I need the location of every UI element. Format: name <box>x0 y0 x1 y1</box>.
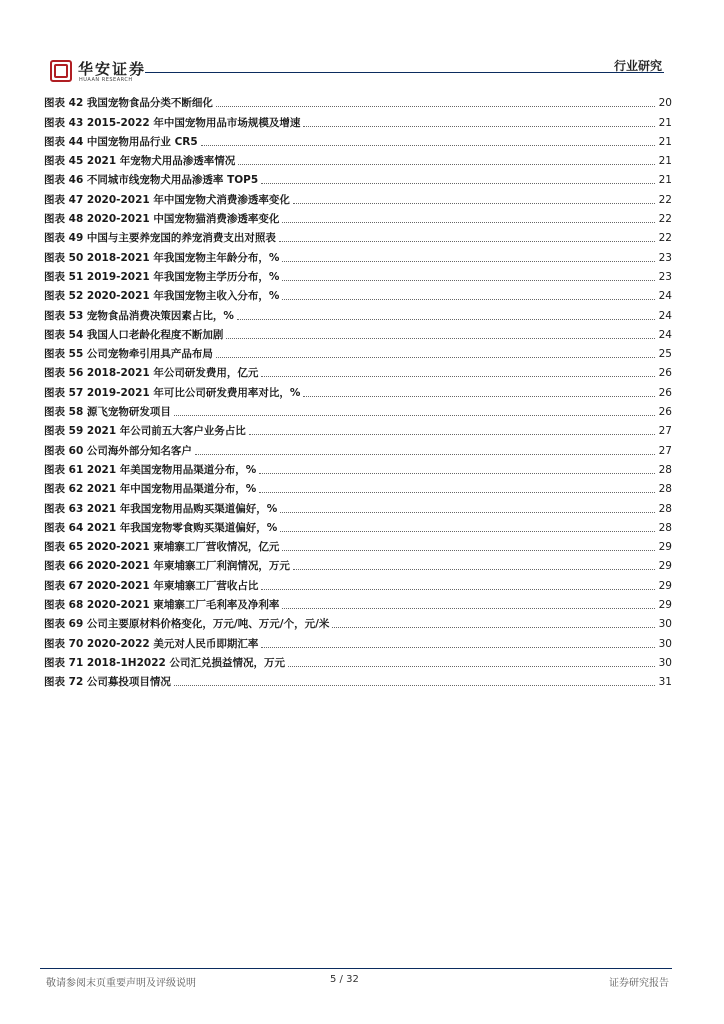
toc-entry-label: 图表 59 2021 年公司前五大客户业务占比 <box>44 425 246 438</box>
toc-entry-page: 23 <box>658 270 672 283</box>
toc-entry-page: 24 <box>658 290 672 303</box>
toc-entry-page: 21 <box>658 135 672 148</box>
toc-dot-leader <box>282 608 655 609</box>
toc-entry-label: 图表 63 2021 年我国宠物用品购买渠道偏好，% <box>44 502 278 515</box>
toc-dot-leader <box>279 241 655 242</box>
toc-entry-page: 29 <box>658 560 672 573</box>
toc-entry-label: 图表 67 2020-2021 年柬埔寨工厂营收占比 <box>44 579 259 592</box>
toc-dot-leader <box>195 454 655 455</box>
toc-entry-label: 图表 50 2018-2021 年我国宠物主年龄分布，% <box>44 251 280 264</box>
toc-entry-label: 图表 66 2020-2021 年柬埔寨工厂利润情况，万元 <box>44 560 290 573</box>
toc-entry-page: 27 <box>658 425 672 438</box>
toc-entry-label: 图表 71 2018-1H2022 公司汇兑损益情况，万元 <box>44 656 285 669</box>
toc-entry[interactable] <box>44 148 672 167</box>
toc-dot-leader <box>259 492 655 493</box>
toc-dot-leader <box>282 299 655 300</box>
toc-entry[interactable] <box>44 90 672 109</box>
toc-entry[interactable] <box>44 399 672 418</box>
toc-entry-page: 20 <box>658 97 672 110</box>
toc-entry-page: 30 <box>658 637 672 650</box>
toc-entry-page: 28 <box>658 483 672 496</box>
page-header <box>0 0 724 90</box>
toc-entry-page: 28 <box>658 463 672 476</box>
toc-dot-leader <box>174 415 655 416</box>
toc-entry-label: 图表 42 我国宠物食品分类不断细化 <box>44 97 213 110</box>
report-type: 证券研究报告 <box>609 978 669 989</box>
toc-entry-label: 图表 55 公司宠物牵引用具产品布局 <box>44 348 213 361</box>
toc-entry[interactable] <box>44 109 672 128</box>
page-number: 5 / 32 <box>330 974 359 985</box>
toc-entry[interactable] <box>44 669 672 688</box>
toc-entry[interactable] <box>44 534 672 553</box>
toc-dot-leader <box>238 164 655 165</box>
toc-entry-page: 26 <box>658 406 672 419</box>
toc-entry-label: 图表 60 公司海外部分知名客户 <box>44 444 192 457</box>
toc-entry-label: 图表 45 2021 年宠物犬用品渗透率情况 <box>44 155 236 168</box>
header-divider <box>145 72 664 73</box>
toc-entry-label: 图表 72 公司募投项目情况 <box>44 676 171 689</box>
toc-entry-page: 31 <box>658 676 672 689</box>
toc-entry[interactable] <box>44 553 672 572</box>
toc-entry[interactable] <box>44 322 672 341</box>
toc-dot-leader <box>282 280 655 281</box>
toc-entry-page: 29 <box>658 599 672 612</box>
toc-dot-leader <box>261 183 655 184</box>
toc-dot-leader <box>282 550 655 551</box>
toc-entry-label: 图表 61 2021 年美国宠物用品渠道分布，% <box>44 463 257 476</box>
toc-entry[interactable] <box>44 476 672 495</box>
toc-entry-label: 图表 62 2021 年中国宠物用品渠道分布，% <box>44 483 257 496</box>
toc-entry-page: 29 <box>658 579 672 592</box>
toc-entry-label: 图表 64 2021 年我国宠物零食购买渠道偏好，% <box>44 521 278 534</box>
toc-entry-label: 图表 46 不同城市线宠物犬用品渗透率 TOP5 <box>44 174 259 187</box>
toc-entry-label: 图表 56 2018-2021 年公司研发费用，亿元 <box>44 367 259 380</box>
toc-entry[interactable] <box>44 611 672 630</box>
toc-entry-page: 21 <box>658 116 672 129</box>
toc-entry[interactable] <box>44 264 672 283</box>
toc-entry-label: 图表 54 我国人口老龄化程度不断加剧 <box>44 328 224 341</box>
toc-entry[interactable] <box>44 167 672 186</box>
toc-entry-page: 23 <box>658 251 672 264</box>
toc-dot-leader <box>261 376 655 377</box>
toc-entry-label: 图表 51 2019-2021 年我国宠物主学历分布，% <box>44 270 280 283</box>
brand-logo-icon <box>50 60 72 82</box>
toc-entry[interactable] <box>44 225 672 244</box>
toc-entry-label: 图表 69 公司主要原材料价格变化，万元/吨、万元/个，元/米 <box>44 618 330 631</box>
toc-dot-leader <box>282 222 655 223</box>
toc-dot-leader <box>280 512 655 513</box>
toc-entry-label: 图表 52 2020-2021 年我国宠物主收入分布，% <box>44 290 280 303</box>
section-title: 行业研究 <box>613 59 662 73</box>
toc-entry-label: 图表 44 中国宠物用品行业 CR5 <box>44 135 198 148</box>
toc-entry-label: 图表 47 2020-2021 年中国宠物犬消费渗透率变化 <box>44 193 290 206</box>
toc-entry[interactable] <box>44 515 672 534</box>
toc-entry[interactable] <box>44 360 672 379</box>
toc-dot-leader <box>259 473 655 474</box>
toc-entry[interactable] <box>44 283 672 302</box>
toc-dot-leader <box>226 338 655 339</box>
toc-dot-leader <box>303 126 655 127</box>
toc-entry-label: 图表 57 2019-2021 年可比公司研发费用率对比，% <box>44 386 301 399</box>
toc-entry[interactable] <box>44 630 672 649</box>
toc-entry-label: 图表 43 2015-2022 年中国宠物用品市场规模及增速 <box>44 116 301 129</box>
toc-dot-leader <box>303 396 655 397</box>
toc-dot-leader <box>288 666 655 667</box>
toc-dot-leader <box>293 569 655 570</box>
toc-entry-page: 30 <box>658 656 672 669</box>
toc-entry-page: 30 <box>658 618 672 631</box>
toc-entry-label: 图表 65 2020-2021 柬埔寨工厂营收情况，亿元 <box>44 541 280 554</box>
toc-entry-page: 22 <box>658 232 672 245</box>
toc-entry[interactable] <box>44 572 672 591</box>
toc-entry-page: 24 <box>658 309 672 322</box>
toc-entry-label: 图表 58 源飞宠物研发项目 <box>44 406 171 419</box>
toc-entry[interactable] <box>44 206 672 225</box>
disclaimer-note: 敬请参阅末页重要声明及评级说明 <box>46 978 196 989</box>
toc-dot-leader <box>201 145 655 146</box>
toc-dot-leader <box>293 203 655 204</box>
toc-dot-leader <box>237 319 655 320</box>
toc-entry[interactable] <box>44 592 672 611</box>
toc-entry[interactable] <box>44 650 672 669</box>
toc-dot-leader <box>249 434 655 435</box>
toc-entry[interactable] <box>44 302 672 321</box>
toc-entry[interactable] <box>44 495 672 514</box>
toc-entry-page: 22 <box>658 193 672 206</box>
footer-divider <box>40 968 672 969</box>
toc-dot-leader <box>261 589 655 590</box>
toc-entry[interactable] <box>44 186 672 205</box>
toc-dot-leader <box>280 531 655 532</box>
toc-entry[interactable] <box>44 129 672 148</box>
toc-entry[interactable] <box>44 244 672 263</box>
toc-entry-label: 图表 48 2020-2021 中国宠物猫消费渗透率变化 <box>44 213 280 226</box>
toc-entry-page: 21 <box>658 174 672 187</box>
toc-dot-leader <box>332 627 655 628</box>
brand-name: 华安证券 <box>78 60 147 78</box>
toc-entry-page: 21 <box>658 155 672 168</box>
toc-entry-page: 28 <box>658 502 672 515</box>
toc-entry-label: 图表 53 宠物食品消费决策因素占比，% <box>44 309 234 322</box>
toc-entry-page: 24 <box>658 328 672 341</box>
toc-entry-page: 29 <box>658 541 672 554</box>
toc-entry-page: 26 <box>658 386 672 399</box>
toc-dot-leader <box>216 357 655 358</box>
toc-entry-page: 27 <box>658 444 672 457</box>
figure-index-list <box>44 90 672 688</box>
toc-entry[interactable] <box>44 418 672 437</box>
toc-entry[interactable] <box>44 437 672 456</box>
toc-entry-label: 图表 49 中国与主要养宠国的养宠消费支出对照表 <box>44 232 276 245</box>
toc-entry[interactable] <box>44 341 672 360</box>
toc-entry-page: 22 <box>658 213 672 226</box>
toc-dot-leader <box>174 685 655 686</box>
toc-entry-page: 28 <box>658 521 672 534</box>
toc-dot-leader <box>261 647 655 648</box>
toc-entry-label: 图表 68 2020-2021 柬埔寨工厂毛利率及净利率 <box>44 599 280 612</box>
toc-dot-leader <box>216 106 655 107</box>
toc-entry[interactable] <box>44 379 672 398</box>
toc-entry-page: 25 <box>658 348 672 361</box>
toc-entry[interactable] <box>44 457 672 476</box>
brand-name-english: HUAAN RESEARCH <box>79 77 133 83</box>
toc-entry-label: 图表 70 2020-2022 美元对人民币即期汇率 <box>44 637 259 650</box>
toc-entry-page: 26 <box>658 367 672 380</box>
toc-dot-leader <box>282 261 655 262</box>
